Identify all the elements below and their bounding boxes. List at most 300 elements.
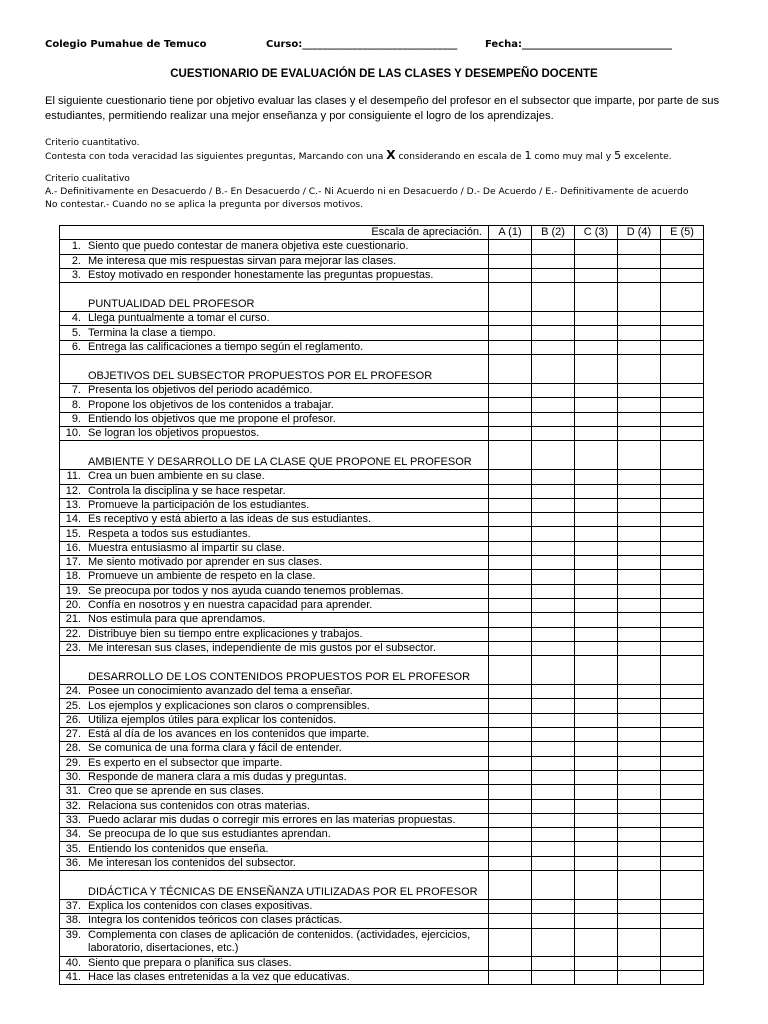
answer-cell[interactable] [489,412,532,426]
quantitative-criteria [45,136,725,163]
answer-cell[interactable] [618,799,661,813]
answer-cell[interactable] [532,756,575,770]
answer-cell[interactable] [532,541,575,555]
answer-cell[interactable] [489,283,532,312]
question-number: 8. [60,398,84,412]
question-number: 4. [60,312,84,326]
answer-cell[interactable] [661,268,704,282]
answer-cell[interactable] [618,928,661,956]
answer-cell[interactable] [489,828,532,842]
answer-cell[interactable] [575,340,618,354]
answer-cell[interactable] [532,283,575,312]
answer-cell[interactable] [618,685,661,699]
answer-cell[interactable] [618,584,661,598]
answer-cell[interactable] [489,541,532,555]
answer-cell[interactable] [661,326,704,340]
question-row [60,956,704,970]
answer-cell[interactable] [661,541,704,555]
answer-cell[interactable] [532,870,575,899]
answer-cell[interactable] [661,398,704,412]
answer-cell[interactable] [618,756,661,770]
answer-cell[interactable] [618,355,661,384]
answer-cell[interactable] [575,426,618,440]
answer-cell[interactable] [661,412,704,426]
answer-cell[interactable] [575,412,618,426]
answer-cell[interactable] [575,326,618,340]
answer-cell[interactable] [661,441,704,470]
answer-cell[interactable] [661,484,704,498]
question-number: 22. [60,627,84,641]
question-number: 14. [60,513,84,527]
question-text: Me interesa que mis respuestas sirvan para mejorar las clases. [83,254,489,268]
answer-cell[interactable] [489,870,532,899]
question-number: 16. [60,541,84,555]
answer-cell[interactable] [532,842,575,856]
answer-cell[interactable] [618,527,661,541]
answer-cell[interactable] [575,556,618,570]
answer-cell[interactable] [661,556,704,570]
question-text: Es experto en el subsector que imparte. [83,756,489,770]
answer-cell[interactable] [661,598,704,612]
answer-cell[interactable] [489,813,532,827]
answer-cell[interactable] [661,713,704,727]
answer-cell[interactable] [575,355,618,384]
answer-cell[interactable] [618,240,661,254]
answer-cell[interactable] [661,240,704,254]
answer-cell[interactable] [575,384,618,398]
answer-cell[interactable] [489,484,532,498]
question-row [60,713,704,727]
answer-cell[interactable] [661,656,704,685]
answer-cell[interactable] [575,899,618,913]
answer-cell[interactable] [575,785,618,799]
question-row [60,813,704,827]
answer-cell[interactable] [532,785,575,799]
answer-cell[interactable] [618,728,661,742]
answer-cell[interactable] [489,355,532,384]
column-header: A (1) [489,226,532,240]
question-text: Nos estimula para que aprendamos. [83,613,489,627]
answer-cell[interactable] [661,799,704,813]
answer-cell[interactable] [575,856,618,870]
answer-cell[interactable] [575,613,618,627]
question-text: Se preocupa por todos y nos ayuda cuando tenemos problemas. [83,584,489,598]
answer-cell[interactable] [661,842,704,856]
answer-cell[interactable] [618,254,661,268]
answer-cell[interactable] [532,856,575,870]
answer-cell[interactable] [618,613,661,627]
answer-cell[interactable] [575,441,618,470]
answer-cell[interactable] [661,756,704,770]
answer-cell[interactable] [575,627,618,641]
answer-cell[interactable] [489,498,532,512]
answer-cell[interactable] [618,283,661,312]
answer-cell[interactable] [575,312,618,326]
answer-cell[interactable] [618,813,661,827]
answer-cell[interactable] [489,584,532,598]
answer-cell[interactable] [575,398,618,412]
answer-cell[interactable] [532,556,575,570]
answer-cell[interactable] [661,470,704,484]
answer-cell[interactable] [489,326,532,340]
answer-cell[interactable] [489,842,532,856]
question-number: 24. [60,685,84,699]
date-field: Fecha:______________________________ [485,39,673,50]
answer-cell[interactable] [618,656,661,685]
question-text: Creo que se aprende en sus clases. [83,785,489,799]
answer-cell[interactable] [618,398,661,412]
answer-cell[interactable] [532,742,575,756]
answer-cell[interactable] [575,699,618,713]
answer-cell[interactable] [575,598,618,612]
answer-cell[interactable] [661,312,704,326]
answer-cell[interactable] [532,268,575,282]
answer-cell[interactable] [661,498,704,512]
answer-cell[interactable] [489,899,532,913]
question-number: 37. [60,899,84,913]
answer-cell[interactable] [661,828,704,842]
answer-cell[interactable] [489,556,532,570]
answer-cell[interactable] [618,268,661,282]
question-text: Responde de manera clara a mis dudas y preguntas. [83,770,489,784]
question-number: 36. [60,856,84,870]
answer-cell[interactable] [575,656,618,685]
answer-cell[interactable] [575,268,618,282]
question-row [60,970,704,984]
quantitative-instructions: Contesta con toda veracidad las siguientes preguntas, Marcando con una X considerando en escala de 1 como muy mal y 5 excelente. [45,148,672,162]
answer-cell[interactable] [575,254,618,268]
answer-cell[interactable] [575,770,618,784]
answer-cell[interactable] [618,828,661,842]
answer-cell[interactable] [618,312,661,326]
answer-cell[interactable] [532,340,575,354]
answer-cell[interactable] [532,656,575,685]
answer-cell[interactable] [489,513,532,527]
section-title: AMBIENTE Y DESARROLLO DE LA CLASE QUE PROPONE EL PROFESOR [60,441,489,470]
answer-cell[interactable] [618,384,661,398]
question-row [60,254,704,268]
answer-cell[interactable] [575,742,618,756]
answer-cell[interactable] [661,785,704,799]
answer-cell[interactable] [618,856,661,870]
answer-cell[interactable] [532,713,575,727]
answer-cell[interactable] [489,970,532,984]
answer-cell[interactable] [661,742,704,756]
answer-cell[interactable] [532,956,575,970]
answer-cell[interactable] [489,785,532,799]
section-title: PUNTUALIDAD DEL PROFESOR [60,283,489,312]
section-row [60,870,704,899]
answer-cell[interactable] [661,584,704,598]
answer-cell[interactable] [532,970,575,984]
answer-cell[interactable] [618,556,661,570]
answer-cell[interactable] [532,527,575,541]
section-row [60,283,704,312]
answer-cell[interactable] [618,641,661,655]
answer-cell[interactable] [489,728,532,742]
answer-cell[interactable] [489,742,532,756]
answer-cell[interactable] [489,770,532,784]
answer-cell[interactable] [532,627,575,641]
question-number: 2. [60,254,84,268]
answer-cell[interactable] [618,340,661,354]
answer-cell[interactable] [532,699,575,713]
answer-cell[interactable] [661,384,704,398]
answer-cell[interactable] [618,627,661,641]
answer-cell[interactable] [532,326,575,340]
answer-cell[interactable] [575,240,618,254]
answer-cell[interactable] [618,484,661,498]
section-row [60,441,704,470]
answer-cell[interactable] [489,312,532,326]
answer-cell[interactable] [618,541,661,555]
answer-cell[interactable] [575,570,618,584]
answer-cell[interactable] [489,641,532,655]
document-title: CUESTIONARIO DE EVALUACIÓN DE LAS CLASES Y DESEMPEÑO DOCENTE [170,68,598,80]
answer-cell[interactable] [532,513,575,527]
answer-cell[interactable] [532,613,575,627]
question-row [60,842,704,856]
answer-cell[interactable] [618,785,661,799]
question-number: 21. [60,613,84,627]
answer-cell[interactable] [575,799,618,813]
answer-cell[interactable] [489,398,532,412]
answer-cell[interactable] [489,756,532,770]
answer-cell[interactable] [575,498,618,512]
answer-cell[interactable] [661,641,704,655]
question-text: Entrega las calificaciones a tiempo según el reglamento. [83,340,489,354]
question-text: Promueve un ambiente de respeto en la clase. [83,570,489,584]
answer-cell[interactable] [575,685,618,699]
school-name: Colegio Pumahue de Temuco [45,39,207,50]
answer-cell[interactable] [532,355,575,384]
answer-cell[interactable] [575,283,618,312]
question-row [60,928,704,956]
answer-cell[interactable] [532,641,575,655]
answer-cell[interactable] [618,770,661,784]
answer-cell[interactable] [532,828,575,842]
answer-cell[interactable] [489,914,532,928]
answer-cell[interactable] [532,470,575,484]
answer-cell[interactable] [532,899,575,913]
question-text: Explica los contenidos con clases expositivas. [83,899,489,913]
answer-cell[interactable] [661,914,704,928]
answer-cell[interactable] [575,756,618,770]
answer-cell[interactable] [661,627,704,641]
answer-cell[interactable] [532,240,575,254]
answer-cell[interactable] [618,598,661,612]
question-number: 39. [60,928,84,956]
intro-paragraph: El siguiente cuestionario tiene por objetivo evaluar las clases y el desempeño del profesor en el subsector que imparte, por parte de sus estudiantes, permitiendo realizar una mejor enseñanza y por consiguiente el logro de los aprendizajes. [45,95,720,122]
answer-cell[interactable] [661,870,704,899]
answer-cell[interactable] [489,799,532,813]
answer-cell[interactable] [532,412,575,426]
answer-cell[interactable] [489,956,532,970]
answer-cell[interactable] [489,441,532,470]
answer-cell[interactable] [489,713,532,727]
answer-cell[interactable] [661,856,704,870]
question-number: 30. [60,770,84,784]
answer-cell[interactable] [575,470,618,484]
answer-cell[interactable] [532,928,575,956]
question-row [60,340,704,354]
answer-cell[interactable] [532,598,575,612]
question-row [60,384,704,398]
answer-cell[interactable] [575,513,618,527]
answer-cell[interactable] [661,699,704,713]
answer-cell[interactable] [532,770,575,784]
answer-cell[interactable] [532,441,575,470]
answer-cell[interactable] [532,484,575,498]
question-text: Entiendo los contenidos que enseña. [83,842,489,856]
answer-cell[interactable] [575,970,618,984]
question-row [60,527,704,541]
answer-cell[interactable] [661,956,704,970]
answer-cell[interactable] [489,426,532,440]
answer-cell[interactable] [575,584,618,598]
answer-cell[interactable] [532,570,575,584]
answer-cell[interactable] [575,484,618,498]
question-number: 1. [60,240,84,254]
answer-cell[interactable] [489,928,532,956]
question-row [60,613,704,627]
question-row [60,770,704,784]
answer-cell[interactable] [618,326,661,340]
answer-cell[interactable] [618,914,661,928]
answer-cell[interactable] [575,956,618,970]
answer-cell[interactable] [575,842,618,856]
question-row [60,240,704,254]
answer-cell[interactable] [575,728,618,742]
answer-cell[interactable] [532,914,575,928]
answer-cell[interactable] [618,412,661,426]
answer-cell[interactable] [661,283,704,312]
answer-cell[interactable] [489,699,532,713]
answer-cell[interactable] [661,570,704,584]
answer-cell[interactable] [489,570,532,584]
question-row [60,856,704,870]
answer-cell[interactable] [489,856,532,870]
question-text: Controla la disciplina y se hace respetar. [83,484,489,498]
answer-cell[interactable] [618,470,661,484]
section-row [60,355,704,384]
question-text: Me interesan los contenidos del subsector. [83,856,489,870]
answer-cell[interactable] [575,828,618,842]
answer-cell[interactable] [618,570,661,584]
answer-cell[interactable] [532,799,575,813]
answer-cell[interactable] [661,513,704,527]
question-row [60,426,704,440]
answer-cell[interactable] [489,384,532,398]
question-text: Me siento motivado por aprender en sus clases. [83,556,489,570]
answer-cell[interactable] [532,426,575,440]
quantitative-title: Criterio cuantitativo. [45,137,140,148]
section-title: DESARROLLO DE LOS CONTENIDOS PROPUESTOS POR EL PROFESOR [60,656,489,685]
question-text: Propone los objetivos de los contenidos a trabajar. [83,398,489,412]
answer-cell[interactable] [532,584,575,598]
answer-cell[interactable] [618,970,661,984]
answer-cell[interactable] [661,613,704,627]
question-number: 6. [60,340,84,354]
section-title: OBJETIVOS DEL SUBSECTOR PROPUESTOS POR EL PROFESOR [60,355,489,384]
answer-cell[interactable] [532,312,575,326]
answer-cell[interactable] [575,713,618,727]
answer-cell[interactable] [489,656,532,685]
answer-cell[interactable] [661,685,704,699]
answer-cell[interactable] [618,513,661,527]
question-text: Siento que puedo contestar de manera objetiva este cuestionario. [83,240,489,254]
answer-cell[interactable] [661,970,704,984]
answer-cell[interactable] [618,498,661,512]
answer-cell[interactable] [489,527,532,541]
answer-cell[interactable] [489,470,532,484]
answer-cell[interactable] [575,527,618,541]
question-text: Puedo aclarar mis dudas o corregir mis errores en las materias propuestas. [83,813,489,827]
answer-cell[interactable] [618,870,661,899]
header [45,39,725,55]
question-row [60,268,704,282]
answer-cell[interactable] [618,713,661,727]
answer-cell[interactable] [618,742,661,756]
answer-cell[interactable] [532,384,575,398]
answer-cell[interactable] [661,899,704,913]
answer-cell[interactable] [532,498,575,512]
answer-cell[interactable] [575,641,618,655]
answer-cell[interactable] [575,541,618,555]
answer-cell[interactable] [661,527,704,541]
answer-cell[interactable] [661,728,704,742]
column-header: E (5) [661,226,704,240]
answer-cell[interactable] [489,240,532,254]
answer-cell[interactable] [661,813,704,827]
question-number: 41. [60,970,84,984]
answer-cell[interactable] [489,598,532,612]
answer-cell[interactable] [618,956,661,970]
answer-cell[interactable] [618,441,661,470]
question-text: Siento que prepara o planifica sus clases. [83,956,489,970]
answer-cell[interactable] [661,254,704,268]
answer-cell[interactable] [489,613,532,627]
answer-cell[interactable] [618,426,661,440]
answer-cell[interactable] [489,627,532,641]
answer-cell[interactable] [532,398,575,412]
question-number: 13. [60,498,84,512]
answer-cell[interactable] [661,426,704,440]
answer-cell[interactable] [489,254,532,268]
answer-cell[interactable] [618,899,661,913]
answer-cell[interactable] [532,254,575,268]
answer-cell[interactable] [532,728,575,742]
answer-cell[interactable] [532,813,575,827]
answer-cell[interactable] [575,870,618,899]
answer-cell[interactable] [575,928,618,956]
answer-cell[interactable] [489,685,532,699]
answer-cell[interactable] [661,355,704,384]
answer-cell[interactable] [489,340,532,354]
question-number: 28. [60,742,84,756]
question-row [60,598,704,612]
answer-cell[interactable] [575,914,618,928]
answer-cell[interactable] [575,813,618,827]
question-number: 19. [60,584,84,598]
answer-cell[interactable] [661,928,704,956]
answer-cell[interactable] [489,268,532,282]
answer-cell[interactable] [618,842,661,856]
answer-cell[interactable] [532,685,575,699]
answer-cell[interactable] [661,770,704,784]
answer-cell[interactable] [661,340,704,354]
answer-cell[interactable] [618,699,661,713]
